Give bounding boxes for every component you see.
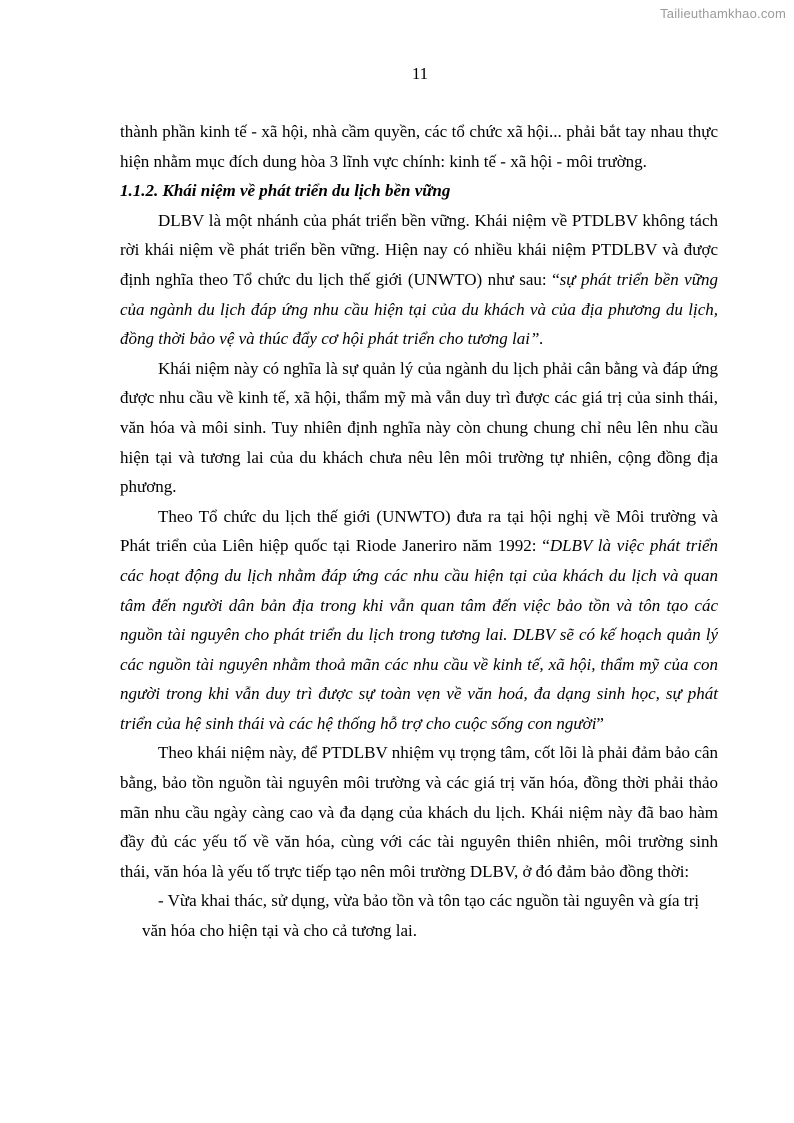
bullet-continuation: văn hóa cho hiện tại và cho cả tương lai. [142, 921, 417, 941]
quoted-definition: DLBV là việc phát triển các hoạt động du lịch nhằm đáp ứng các nhu cầu hiện tại của khách du lịch và quan tâm đến người dân bản địa trong khi vẫn quan tâm đến việc bảo tồn và tôn tạo các nguồn tài nguyên cho phát triển du lịch trong tương lai. DLBV sẽ có kế hoạch quản lý các nguồn tài nguyên nhằm thoả mãn các nhu cầu về kinh tế, xã hội, thẩm mỹ của con người trong khi vẫn duy trì được sự toàn vẹn về văn hoá, đa dạng sinh học, sự phát triển của hệ sinh thái và các hệ thống hỗ trợ cho cuộc sống con người [120, 536, 719, 733]
paragraph-lead: DLBV là một nhánh của phát triển bền vững. Khái niệm về PTDLBV không tách rời khái niệm về phát triển bền vững. Hiện nay có nhiều khái niệm PTDLBV và được định nghĩa theo Tổ chức du lịch thế giới (UNWTO) như sau: “ [120, 210, 718, 289]
quoted-definition: sự phát triển bền vững của ngành du lịch đáp ứng nhu cầu hiện tại của du khách và của địa phương du lịch, đồng thời bảo vệ và thúc đẩy cơ hội phát triển cho tương lai”. [120, 269, 718, 349]
intro-paragraph: thành phần kinh tế - xã hội, nhà cầm quyền, các tổ chức xã hội... phải bắt tay nhau thực hiện nhằm mục đích dung hòa 3 lĩnh vực chính: kinh tế - xã hội - môi trường. [120, 122, 718, 171]
watermark-text: Tailieuthamkhao.com [660, 6, 786, 21]
paragraph-definition-1992 [120, 502, 718, 739]
closing-quote: ” [596, 713, 604, 733]
paragraph-analysis: Theo khái niệm này, để PTDLBV nhiệm vụ trọng tâm, cốt lõi là phải đảm bảo cân bằng, bảo tồn nguồn tài nguyên môi trường và các giá trị văn hóa, đồng thời phải thảo mãn nhu cầu ngày càng cao và đa dạng của khách du lịch. Khái niệm này đã bao hàm đầy đủ các yếu tố về văn hóa, cùng với các tài nguyên thiên nhiên, môi trường sinh thái, văn hóa là yếu tố trực tiếp tạo nên môi trường DLBV, ở đó đảm bảo đồng thời: [120, 743, 718, 881]
page-number: 11 [411, 64, 429, 83]
paragraph-explanation: Khái niệm này có nghĩa là sự quản lý của ngành du lịch phải cân bằng và đáp ứng được nhu cầu về kinh tế, xã hội, thẩm mỹ mà vẫn duy trì được các giá trị của sinh thái, văn hóa và môi sinh. Tuy nhiên định nghĩa này còn chung chung chỉ nêu lên nhu cầu hiện tại và tương lai của du khách chưa nêu lên môi trường tự nhiên, cộng đồng địa phương. [120, 358, 718, 497]
paragraph-definition-unwto [120, 206, 718, 354]
document-body [120, 117, 718, 946]
bullet-item [120, 886, 718, 945]
section-heading: 1.1.2. Khái niệm về phát triển du lịch bền vững [120, 181, 451, 201]
paragraph-lead: Theo Tổ chức du lịch thế giới (UNWTO) đưa ra tại hội nghị về Môi trường và Phát triển của Liên hiệp quốc tại Riode Janeriro năm 1992: “ [120, 506, 718, 556]
bullet-line: - Vừa khai thác, sử dụng, vừa bảo tồn và tôn tạo các nguồn tài nguyên và gía trị [158, 891, 699, 911]
